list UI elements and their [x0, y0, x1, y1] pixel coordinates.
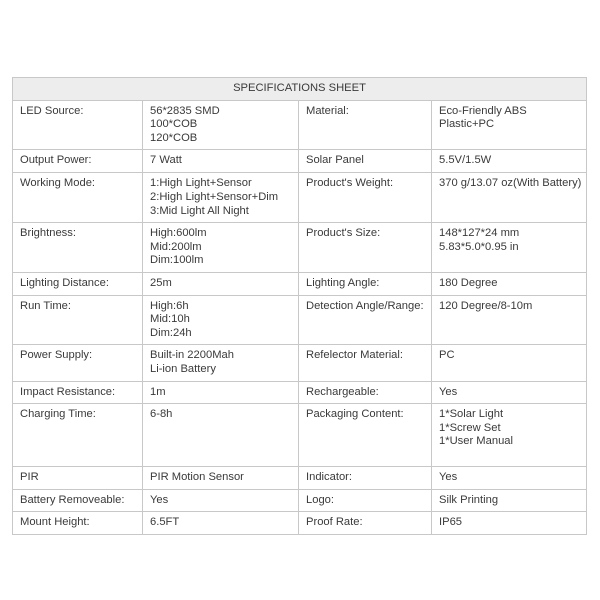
- table-title: SPECIFICATIONS SHEET: [13, 78, 587, 101]
- spec-label: Run Time:: [13, 295, 143, 345]
- spec-label: Product's Weight:: [299, 173, 432, 223]
- spec-label: Indicator:: [299, 467, 432, 490]
- spec-label: Material:: [299, 100, 432, 150]
- spec-value-line: Mid:10h: [150, 313, 190, 326]
- spec-value-line: 6-8h: [150, 408, 173, 421]
- spec-value-line: Dim:100lm: [150, 254, 204, 267]
- table-row: [13, 345, 587, 381]
- spec-value-line: Li-ion Battery: [150, 362, 216, 375]
- table-row: [13, 223, 587, 273]
- spec-value: [143, 295, 299, 345]
- spec-label: Proof Rate:: [299, 512, 432, 535]
- spec-value-line: Eco-Friendly ABS: [439, 104, 527, 117]
- spec-label: Packaging Content:: [299, 404, 432, 467]
- spec-value-line: 6.5FT: [150, 516, 180, 529]
- table-row: [13, 512, 587, 535]
- spec-value-line: 120*COB: [150, 131, 198, 144]
- spec-value: [143, 404, 299, 467]
- spec-value: [432, 100, 587, 150]
- spec-value: [432, 272, 587, 295]
- spec-value: [143, 173, 299, 223]
- spec-value: [143, 100, 299, 150]
- table-row: [13, 404, 587, 467]
- table-row: [13, 173, 587, 223]
- spec-label: Charging Time:: [13, 404, 143, 467]
- table-row: [13, 489, 587, 512]
- spec-value: [143, 345, 299, 381]
- spec-label: Logo:: [299, 489, 432, 512]
- table-header-row: [13, 78, 587, 101]
- spec-value-line: High:6h: [150, 299, 189, 312]
- spec-value-line: 100*COB: [150, 118, 198, 131]
- spec-label: PIR: [13, 467, 143, 490]
- spec-label: Output Power:: [13, 150, 143, 173]
- table-row: [13, 467, 587, 490]
- spec-label: Brightness:: [13, 223, 143, 273]
- spec-value-line: Mid:200lm: [150, 240, 202, 253]
- spec-label: Refelector Material:: [299, 345, 432, 381]
- spec-value-line: 180 Degree: [439, 276, 498, 289]
- spec-value: [432, 512, 587, 535]
- spec-label: Detection Angle/Range:: [299, 295, 432, 345]
- spec-value-line: Silk Printing: [439, 493, 499, 506]
- spec-value-line: 56*2835 SMD: [150, 104, 220, 117]
- spec-value-line: 120 Degree/8-10m: [439, 299, 533, 312]
- spec-value-line: 1*Solar Light: [439, 408, 504, 421]
- table-row: [13, 381, 587, 404]
- spec-value-line: Dim:24h: [150, 326, 192, 339]
- spec-value-line: IP65: [439, 516, 463, 529]
- spec-value-line: 25m: [150, 276, 172, 289]
- spec-value: [432, 489, 587, 512]
- spec-value-line: 1:High Light+Sensor: [150, 177, 252, 190]
- spec-value-line: 1*User Manual: [439, 435, 513, 448]
- spec-value-line: 370 g/13.07 oz(With Battery): [439, 177, 582, 190]
- spec-value-line: 5.5V/1.5W: [439, 154, 492, 167]
- spec-label: Mount Height:: [13, 512, 143, 535]
- table-body: [13, 100, 587, 534]
- spec-value-line: Yes: [150, 493, 169, 506]
- spec-label: Rechargeable:: [299, 381, 432, 404]
- spec-value: [432, 223, 587, 273]
- spec-value-line: Yes: [439, 385, 458, 398]
- spec-value: [143, 512, 299, 535]
- spec-label: Lighting Distance:: [13, 272, 143, 295]
- spec-label: Power Supply:: [13, 345, 143, 381]
- spec-value: [432, 295, 587, 345]
- spec-label: Working Mode:: [13, 173, 143, 223]
- spec-value-line: 148*127*24 mm: [439, 227, 520, 240]
- spec-value-line: 3:Mid Light All Night: [150, 204, 249, 217]
- specifications-table: [12, 77, 587, 535]
- table-row: [13, 150, 587, 173]
- spec-label: Lighting Angle:: [299, 272, 432, 295]
- spec-value: [143, 272, 299, 295]
- table-row: [13, 100, 587, 150]
- spec-value: [432, 345, 587, 381]
- spec-value-line: PC: [439, 349, 455, 362]
- spec-label: Impact Resistance:: [13, 381, 143, 404]
- spec-value: [143, 381, 299, 404]
- spec-label: Battery Removeable:: [13, 489, 143, 512]
- spec-value-line: High:600lm: [150, 227, 207, 240]
- spec-value: [432, 404, 587, 467]
- spec-value-line: 7 Watt: [150, 154, 182, 167]
- spec-value: [143, 150, 299, 173]
- spec-value-line: Yes: [439, 471, 458, 484]
- spec-value: [432, 467, 587, 490]
- table-row: [13, 295, 587, 345]
- spec-value-line: 1m: [150, 385, 166, 398]
- spec-label: Solar Panel: [299, 150, 432, 173]
- spec-label: LED Source:: [13, 100, 143, 150]
- spec-value-line: 1*Screw Set: [439, 421, 501, 434]
- spec-value-line: PIR Motion Sensor: [150, 471, 244, 484]
- spec-value-line: 2:High Light+Sensor+Dim: [150, 190, 279, 203]
- spec-value: [143, 467, 299, 490]
- spec-value-line: Plastic+PC: [439, 118, 495, 131]
- spec-value: [432, 381, 587, 404]
- table-row: [13, 272, 587, 295]
- spec-value: [143, 489, 299, 512]
- spec-value-line: 5.83*5.0*0.95 in: [439, 240, 519, 253]
- spec-value: [432, 150, 587, 173]
- spec-label: Product's Size:: [299, 223, 432, 273]
- spec-value: [432, 173, 587, 223]
- spec-value-line: Built-in 2200Mah: [150, 349, 234, 362]
- spec-value: [143, 223, 299, 273]
